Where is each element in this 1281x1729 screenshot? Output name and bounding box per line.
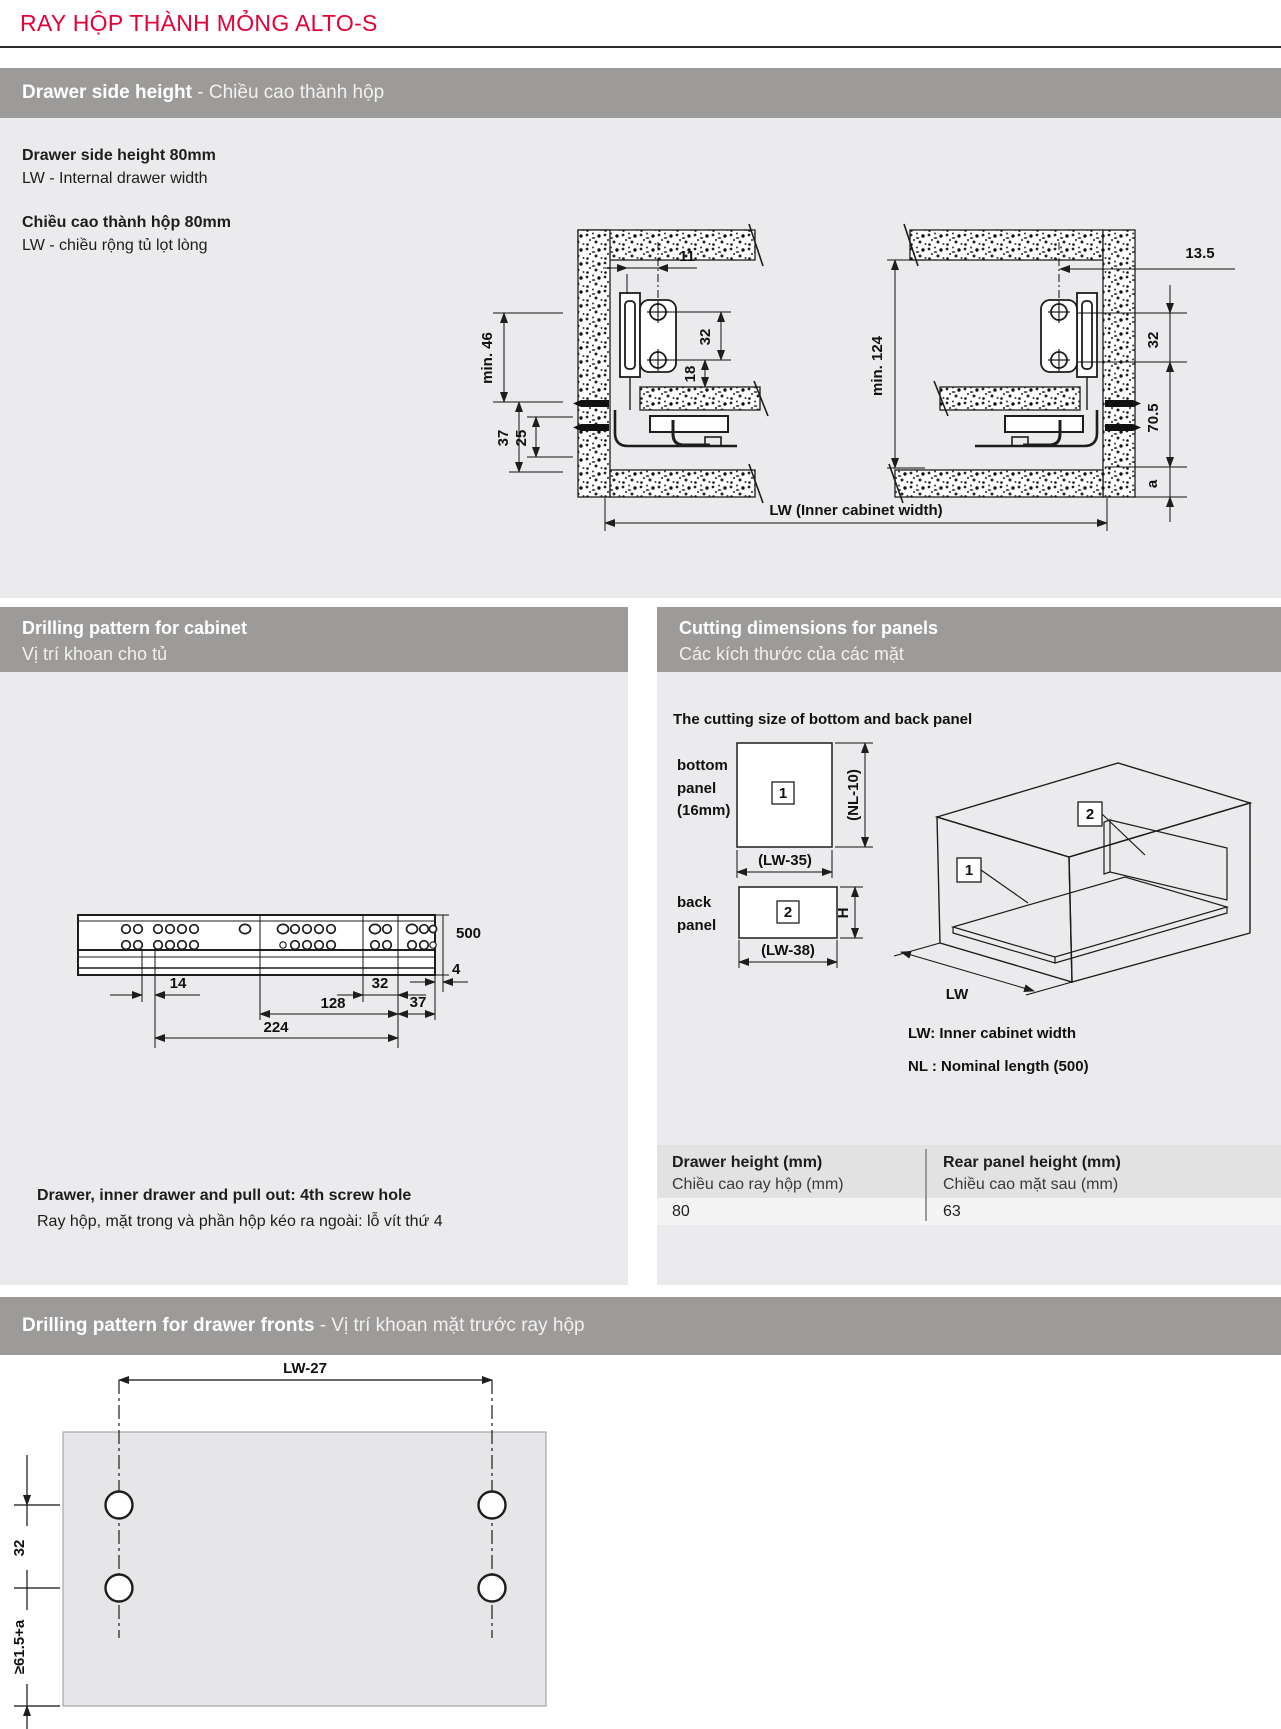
bottom-panel-number: 1 [778, 785, 788, 802]
back-panel-label-1: back [677, 894, 712, 911]
heading-en: Drilling pattern for drawer fronts [22, 1315, 315, 1336]
dim-label-128: 128 [320, 995, 346, 1012]
heading-vi: Vị trí khoan cho tủ [22, 644, 168, 664]
dim-label-min46: min. 46 [479, 332, 496, 384]
legend-lw: LW: Inner cabinet width [908, 1025, 1077, 1042]
heading-en: Drawer side height [22, 82, 192, 103]
note-vi: LW - chiều rộng tủ lọt lòng [22, 237, 208, 254]
dim-label-32: 32 [11, 1539, 28, 1557]
height-table [657, 1145, 1281, 1225]
bottom-panel-label-1: bottom [677, 757, 728, 774]
section-header-drilling-fronts [0, 1297, 1281, 1355]
title-divider [0, 46, 1281, 48]
dim-label-37: 37 [495, 429, 512, 447]
heading-vi: Các kích thước của các mặt [679, 644, 904, 664]
back-panel-number: 2 [783, 904, 793, 921]
dim-label-61-5a: ≥61.5+a [11, 1619, 28, 1675]
dim-label-11: 11 [679, 248, 695, 265]
table-header-drawer-height: Drawer height (mm) Chiều cao ray hộp (mm) [672, 1154, 844, 1193]
heading-en: Drilling pattern for cabinet [22, 618, 248, 638]
dim-label-32-right: 32 [1145, 331, 1162, 349]
bottom-panel-label-3: (16mm) [677, 802, 731, 819]
table-header-row [657, 1145, 1281, 1198]
dim-label-4: 4 [452, 961, 461, 978]
dim-label-32: 32 [371, 975, 389, 992]
tear-marks [749, 224, 948, 503]
note-en-bold: Drawer side height 80mm [22, 147, 216, 164]
dim-label-14: 14 [169, 975, 187, 992]
slide-rail [78, 915, 435, 975]
dim-label-25: 25 [513, 429, 530, 447]
cabinet-drilling-drawing [30, 820, 630, 1070]
dim-label-lw38: (LW-38) [761, 942, 815, 959]
iso-number-1: 1 [964, 862, 974, 879]
table-header-rear-panel-height: Rear panel height (mm) Chiều cao mặt sau (mm) [943, 1154, 1121, 1193]
dim-label-nl10: (NL-10) [845, 769, 862, 821]
drawer-front-drilling-drawing [0, 1358, 640, 1729]
back-panel-label-2: panel [677, 917, 717, 934]
dim-label-18: 18 [682, 365, 699, 383]
dim-label-70-5: 70.5 [1145, 403, 1162, 433]
section-header-drilling-cabinet [0, 607, 628, 672]
dim-label-lw27: LW-27 [283, 1360, 327, 1377]
section-header-cutting-dimensions [657, 607, 1281, 672]
isometric-cabinet [937, 763, 1250, 982]
iso-lw-dim [894, 943, 1072, 995]
dim-label-a: a [1144, 479, 1161, 489]
dim-label-lw: LW [945, 986, 969, 1003]
left-mounting-bracket [620, 293, 676, 377]
legend-nl: NL : Nominal length (500) [908, 1058, 1089, 1075]
note-vi: Ray hộp, mặt trong và phần hộp kéo ra ngoài: lỗ vít thứ 4 [37, 1213, 443, 1230]
section-header-drawer-side-height [0, 68, 1281, 118]
dim-label-13-5: 13.5 [1185, 245, 1215, 262]
dim-label-224: 224 [263, 1019, 289, 1036]
bottom-panel-label-2: panel [677, 780, 717, 797]
table-column-divider [925, 1149, 927, 1221]
right-mounting-bracket [1041, 293, 1097, 377]
iso-number-2: 2 [1085, 806, 1095, 823]
panel-cutting-drawing [657, 700, 1281, 1120]
heading-vi: - Chiều cao thành hộp [197, 82, 385, 103]
dim-label-32-left: 32 [697, 328, 714, 346]
dim-label-min124: min. 124 [869, 335, 886, 397]
heading-vi: - Vị trí khoan mặt trước ray hộp [319, 1315, 585, 1336]
dim-label-500: 500 [456, 925, 482, 942]
page-title: RAY HỘP THÀNH MỎNG ALTO-S [20, 10, 378, 36]
drawer-height-value: 80 [672, 1202, 690, 1220]
drawer-side-height-drawing [405, 190, 1275, 540]
dim-label-h: H [835, 907, 852, 919]
drawer-front-panel [63, 1432, 546, 1706]
note-vi-bold: Chiều cao thành hộp 80mm [22, 214, 231, 231]
dim-label-lw35: (LW-35) [758, 852, 812, 869]
dim-label-37: 37 [409, 994, 427, 1011]
table-value-row [657, 1198, 1281, 1225]
note-en: LW - Internal drawer width [22, 170, 208, 187]
dim-label-lw: LW (Inner cabinet width) [769, 502, 943, 519]
note-en: Drawer, inner drawer and pull out: 4th screw hole [37, 1187, 412, 1204]
cutting-subtitle: The cutting size of bottom and back panel [673, 711, 973, 728]
heading-en: Cutting dimensions for panels [679, 618, 939, 638]
rear-panel-height-value: 63 [943, 1202, 961, 1220]
screw-hole-note [37, 1183, 612, 1235]
side-height-notes [22, 144, 352, 278]
